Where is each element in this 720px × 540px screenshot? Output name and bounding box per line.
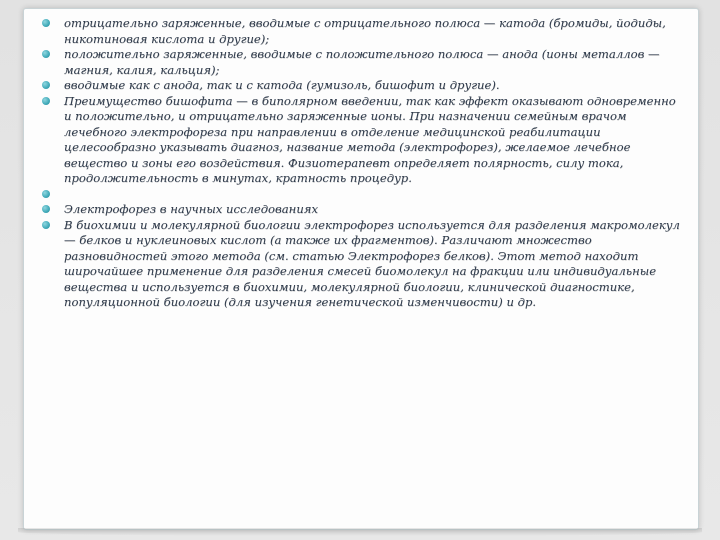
bullet-dot-icon xyxy=(42,50,50,58)
bullet-item-bishofit xyxy=(42,94,682,187)
bullet-dot-icon xyxy=(42,81,50,89)
bullet-text: положительно заряженные, вводимые с положительного полюса — анода (ионы металлов — магния, калия, кальция); xyxy=(64,47,660,77)
bullet-item-empty xyxy=(42,187,682,203)
bullet-dot-icon xyxy=(42,205,50,213)
bullet-text: В биохимии и молекулярной биологии электрофорез используется для разделения макромолекул — белков и нуклеиновых кислот (а также их фрагментов). Различают множество разновидностей этого метода (см. статью Электрофорез белков). Этот метод находит широчайшее применение для разделения смесей биомолекул на фракции или индивидуальные вещества и используется в биохимии, молекулярной биологии, клинической диагностике, популяционной биологии (для изучения генетической изменчивости) и др. xyxy=(64,217,680,309)
bullet-dot-icon xyxy=(42,221,50,229)
bullet-dot-icon xyxy=(42,97,50,105)
bullet-dot-icon xyxy=(42,190,50,198)
bullet-text: вводимые как с анода, так и с катода (гумизоль, бишофит и другие). xyxy=(64,78,500,92)
bullet-text: отрицательно заряженные, вводимые с отрицательного полюса — катода (бромиды, йодиды, никотиновая кислота и другие); xyxy=(64,16,666,46)
bullet-item-anions xyxy=(42,16,682,47)
bullet-item-research-heading xyxy=(42,202,682,218)
bullet-item-bipolar xyxy=(42,78,682,94)
bullet-dot-icon xyxy=(42,19,50,27)
slide-content xyxy=(42,16,682,311)
bullet-item-biochemistry xyxy=(42,218,682,311)
bullet-item-cations xyxy=(42,47,682,78)
bullet-list xyxy=(42,16,682,311)
slide-frame-shadow xyxy=(18,528,702,536)
bullet-text: Электрофорез в научных исследованиях xyxy=(64,202,319,216)
bullet-text: Преимущество бишофита — в биполярном введении, так как эффект оказывают одновременно и положительно, и отрицательно заряженные ионы. При назначении семейным врачом лечебного электрофореза при направлении в отделение медицинской реабилитации целесообразно указывать диагноз, название метода (электрофорез), желаемое лечебное вещество и зоны его воздействия. Физиотерапевт определяет полярность, силу тока, продолжительность в минутах, кратность процедур. xyxy=(64,93,676,185)
